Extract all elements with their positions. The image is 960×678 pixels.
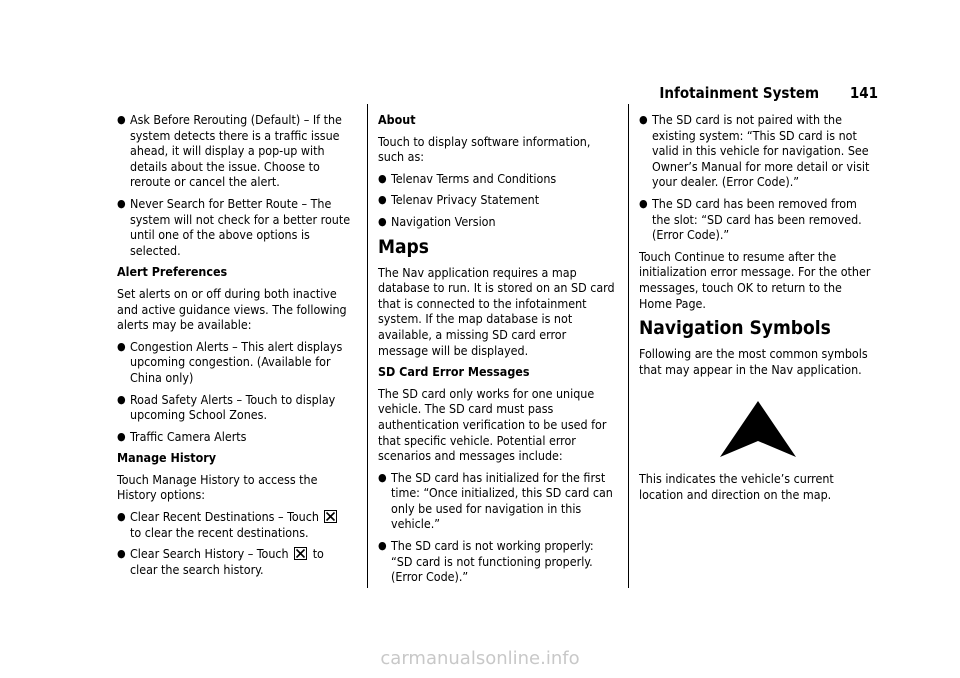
list-item-text: The SD card has been removed from the slot: “SD card has been removed. (Error Code).”: [652, 195, 862, 243]
list-item: [639, 196, 876, 243]
list-item-text: Navigation Version: [391, 213, 496, 229]
vehicle-arrow-figure: [639, 401, 876, 457]
about-intro: Touch to display software information, such as:: [378, 133, 591, 165]
list-item: [117, 546, 354, 577]
list-item-text: The SD card is not paired with the existing system: “This SD card is not valid in this vehicle for navigation. See Owner’s Manual for more detail or visit your dealer. (Error Code).”: [652, 112, 870, 190]
bullet-icon: ●: [639, 113, 648, 126]
column-divider: [628, 104, 629, 588]
page-header: [659, 84, 878, 102]
bullet-icon: ●: [639, 196, 648, 210]
list-item-text: [130, 546, 354, 577]
list-item-text: Ask Before Rerouting (Default) – If the system detects there is a traffic issue ahead, it will display a pop-up with details about the issue. Choose to reroute or cancel the alert.: [130, 112, 342, 190]
bullet-icon: ●: [378, 539, 387, 553]
watermark: carmanualsonline.info: [380, 648, 580, 669]
list-item-text: [130, 509, 354, 540]
bullet-icon: ●: [117, 547, 126, 561]
list-item: [117, 196, 354, 258]
navigation-symbols-intro: Following are the most common symbols that may appear in the Nav application.: [639, 346, 868, 377]
alert-preferences-heading: Alert Preferences: [117, 264, 228, 280]
column-3: [639, 112, 876, 509]
list-item-text: The SD card is not working properly: “SD card is not functioning properly. (Error Code).”: [391, 538, 594, 585]
sd-card-errors-text: The SD card only works for one unique vehicle. The SD card must pass authentication verification to be used for that specific vehicle. Potential error scenarios and messages include:: [378, 385, 607, 464]
column-1: [117, 112, 354, 583]
sd-card-errors-heading: SD Card Error Messages: [378, 364, 530, 380]
bullet-icon: ●: [117, 113, 126, 126]
list-item: [378, 470, 615, 532]
bullet-icon: ●: [378, 171, 387, 185]
list-item-text-end: to clear the recent destinations.: [130, 524, 309, 540]
bullet-icon: ●: [117, 429, 126, 443]
column-2: [378, 112, 615, 591]
about-heading: About: [378, 112, 416, 127]
bullet-icon: ●: [117, 339, 126, 353]
vehicle-location-arrow-icon: [720, 401, 796, 457]
manage-history-intro: Touch Manage History to access the History options:: [117, 471, 318, 503]
list-item: [639, 112, 876, 190]
arrow-caption: This indicates the vehicle’s current location and direction on the map.: [639, 471, 834, 502]
list-item: [117, 339, 354, 386]
page-number: 141: [849, 84, 878, 102]
bullet-icon: ●: [117, 392, 126, 406]
bullet-icon: ●: [378, 470, 387, 484]
column-divider: [367, 104, 368, 588]
list-item-text-end: to clear the search history.: [130, 546, 324, 577]
list-item: [117, 392, 354, 423]
continue-text: Touch Continue to resume after the initialization error message. For the other messages, touch OK to return to the Home Page.: [639, 248, 871, 311]
list-item-text: Never Search for Better Route – The system will not check for a better route until one of the above options is selected.: [130, 195, 351, 258]
list-item-text: Telenav Privacy Statement: [391, 192, 540, 208]
maps-heading: Maps: [378, 235, 429, 258]
list-item: [378, 214, 615, 230]
bullet-icon: ●: [117, 510, 126, 524]
list-item: [117, 112, 354, 190]
manage-history-heading: Manage History: [117, 450, 217, 466]
clear-x-icon: [324, 510, 337, 523]
list-item-text: Telenav Terms and Conditions: [391, 170, 557, 186]
list-item: [378, 538, 615, 585]
list-item-text: Traffic Camera Alerts: [130, 428, 247, 444]
list-item: [117, 429, 354, 445]
list-item: [378, 192, 615, 208]
list-item-text: The SD card has initialized for the first time: “Once initialized, this SD card can only be used for navigation in this vehicle.”: [391, 469, 613, 532]
bullet-icon: ●: [378, 193, 387, 207]
list-item-text-start: Clear Recent Destinations – Touch: [130, 509, 319, 525]
list-item-text: Congestion Alerts – This alert displays upcoming congestion. (Available for China only): [130, 338, 343, 385]
bullet-icon: ●: [378, 214, 387, 228]
list-item: [378, 171, 615, 187]
maps-text: The Nav application requires a map database to run. It is stored on an SD card that is connected to the infotainment system. If the map database is not available, a missing SD card error message will be displayed.: [378, 264, 615, 358]
bullet-icon: ●: [117, 196, 126, 210]
section-title: Infotainment System: [659, 84, 820, 102]
clear-x-icon: [294, 547, 307, 560]
list-item: [117, 509, 354, 540]
list-item-text: Road Safety Alerts – Touch to display upcoming School Zones.: [130, 391, 336, 423]
list-item-text-start: Clear Search History – Touch: [130, 546, 289, 562]
alert-preferences-intro: Set alerts on or off during both inactive and active guidance views. The following alerts may be available:: [117, 285, 347, 333]
navigation-symbols-heading: Navigation Symbols: [639, 317, 831, 340]
